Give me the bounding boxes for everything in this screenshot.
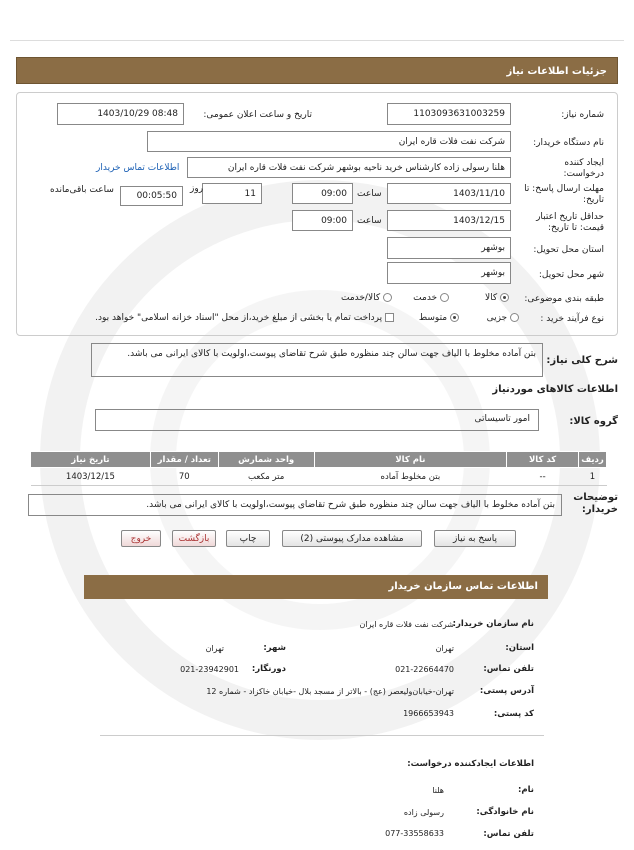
- reply-button[interactable]: پاسخ به نیاز: [434, 530, 516, 547]
- send-deadline-date[interactable]: 1403/11/10: [387, 183, 511, 204]
- process-label: نوع فرآیند خرید :: [540, 314, 604, 324]
- cell-unit: متر مکعب: [218, 468, 314, 486]
- buyer-contact-link[interactable]: اطلاعات تماس خریدار: [96, 163, 180, 173]
- attachments-button[interactable]: مشاهده مدارک پیوستی (2): [282, 530, 422, 547]
- postal-value: 1966653943: [403, 709, 454, 718]
- description-box: بتن آماده مخلوط با الیاف جهت سالن چند منظوره طبق شرح تقاضای پیوست،اولویت با کالای ایرانی می باشد.: [91, 343, 543, 377]
- description-label: شرح کلی نیاز:: [546, 355, 618, 366]
- contact-province-label: استان:: [505, 643, 534, 653]
- radio-icon: [440, 293, 449, 302]
- table-row: [31, 468, 607, 486]
- province-field[interactable]: بوشهر: [387, 237, 511, 259]
- goods-group-label: گروه کالا:: [569, 416, 618, 427]
- creator-field[interactable]: هلنا رسولی زاده کارشناس خرید ناحیه بوشهر شرکت نفت فلات قاره ایران: [187, 157, 511, 178]
- buyer-org-label: نام دستگاه خریدار:: [533, 138, 604, 148]
- goods-group-field: امور تاسیساتی: [95, 409, 539, 431]
- goods-section-title: اطلاعات کالاهای موردنیاز: [492, 384, 618, 395]
- col-row: ردیف: [579, 452, 607, 468]
- address-value: تهران-خیابان‌ولیعصر (عج) - بالاتر از مسجد بلال -خیابان خاکزاد - شماره 12: [206, 687, 454, 696]
- cell-row: 1: [579, 468, 607, 486]
- contact-phone-value: 021-22664470: [395, 665, 454, 674]
- need-number-label: شماره نیاز:: [561, 110, 604, 120]
- contact-phone-label: تلفن تماس:: [483, 664, 534, 674]
- day-label: روز: [190, 184, 204, 194]
- radio-selected-icon: [450, 313, 459, 322]
- col-date: تاریخ نیاز: [31, 452, 151, 468]
- creator-name-value: هلنا: [432, 786, 444, 795]
- city-field[interactable]: بوشهر: [387, 262, 511, 284]
- time-remaining-label: ساعت باقی‌مانده: [50, 185, 114, 195]
- price-validity-time[interactable]: 09:00: [292, 210, 353, 231]
- send-deadline-label: مهلت ارسال پاسخ: تا تاریخ:: [524, 184, 604, 205]
- creator-family-value: رسولی زاده: [403, 808, 444, 817]
- col-qty: تعداد / مقدار: [150, 452, 218, 468]
- radio-icon: [383, 293, 392, 302]
- contact-fax-value: 021-23942901: [180, 665, 239, 674]
- contact-city-value: تهران: [205, 644, 224, 653]
- col-code: کد کالا: [507, 452, 579, 468]
- contact-fax-label: دورنگار:: [251, 664, 286, 674]
- buyer-org-field[interactable]: شرکت نفت فلات قاره ایران: [147, 131, 511, 152]
- creator-family-label: نام خانوادگی:: [476, 807, 534, 817]
- radio-selected-icon: [500, 293, 509, 302]
- announce-label: تاریخ و ساعت اعلان عمومی:: [203, 110, 312, 120]
- buyer-notes-label: توضیحات خریدار:: [573, 492, 618, 515]
- creator-phone-label: تلفن تماس:: [483, 829, 534, 839]
- contact-header: اطلاعات تماس سازمان خریدار: [84, 575, 548, 599]
- price-time-label: ساعت: [357, 216, 382, 226]
- radio-icon: [510, 313, 519, 322]
- price-validity-label: حداقل تاریخ اعتبار قیمت: تا تاریخ:: [536, 212, 604, 233]
- process-option-minor[interactable]: جزیی: [487, 313, 519, 323]
- send-time-label: ساعت: [357, 189, 382, 199]
- col-name: نام کالا: [314, 452, 507, 468]
- send-deadline-time[interactable]: 09:00: [292, 183, 353, 204]
- contact-city-label: شهر:: [263, 643, 286, 653]
- cell-code: --: [507, 468, 579, 486]
- category-option-both[interactable]: کالا/خدمت: [341, 293, 392, 303]
- announce-field[interactable]: 1403/10/29 08:48: [57, 103, 184, 125]
- cell-date: 1403/12/15: [31, 468, 151, 486]
- postal-label: کد پستی:: [493, 709, 534, 719]
- contact-province-value: تهران: [435, 644, 454, 653]
- exit-button[interactable]: خروج: [121, 530, 161, 547]
- payment-treasury-option[interactable]: پرداخت تمام یا بخشی از مبلغ خرید،از محل "اسناد خزانه اسلامی" خواهد بود.: [95, 313, 394, 323]
- process-option-medium[interactable]: متوسط: [419, 313, 459, 323]
- category-option-service[interactable]: خدمت: [413, 293, 449, 303]
- org-value: شرکت نفت فلات قاره ایران: [359, 620, 454, 629]
- checkbox-icon: [385, 313, 394, 322]
- time-remaining-field: 00:05:50: [120, 186, 183, 206]
- contact-divider: [100, 735, 544, 736]
- category-option-goods[interactable]: کالا: [485, 293, 509, 303]
- print-button[interactable]: چاپ: [226, 530, 270, 547]
- creator-label: ایجاد کننده درخواست:: [563, 158, 604, 179]
- creator-phone-value: 077-33558633: [385, 829, 444, 838]
- province-label: استان محل تحویل:: [533, 245, 604, 255]
- goods-table: [30, 451, 607, 486]
- creator-info-title: اطلاعات ایجادکننده درخواست:: [407, 759, 534, 769]
- back-button[interactable]: بازگشت: [172, 530, 216, 547]
- col-unit: واحد شمارش: [218, 452, 314, 468]
- address-label: آدرس پستی:: [479, 686, 534, 696]
- cell-qty: 70: [150, 468, 218, 486]
- need-number-field[interactable]: 1103093631003259: [387, 103, 511, 125]
- price-validity-date[interactable]: 1403/12/15: [387, 210, 511, 231]
- org-label: نام سازمان خریدار:: [452, 619, 534, 629]
- cell-name: بتن مخلوط آماده: [314, 468, 507, 486]
- creator-name-label: نام:: [517, 785, 534, 795]
- top-divider: [10, 40, 624, 41]
- buyer-notes-box: بتن آماده مخلوط با الیاف جهت سالن چند منظوره طبق شرح تقاضای پیوست،اولویت با کالای ایرانی می باشد.: [28, 494, 562, 516]
- city-label: شهر محل تحویل:: [538, 270, 604, 280]
- category-label: طبقه بندی موضوعی:: [524, 294, 604, 304]
- page-header: جزئیات اطلاعات نیاز: [16, 57, 618, 84]
- days-remaining-field: 11: [202, 183, 262, 204]
